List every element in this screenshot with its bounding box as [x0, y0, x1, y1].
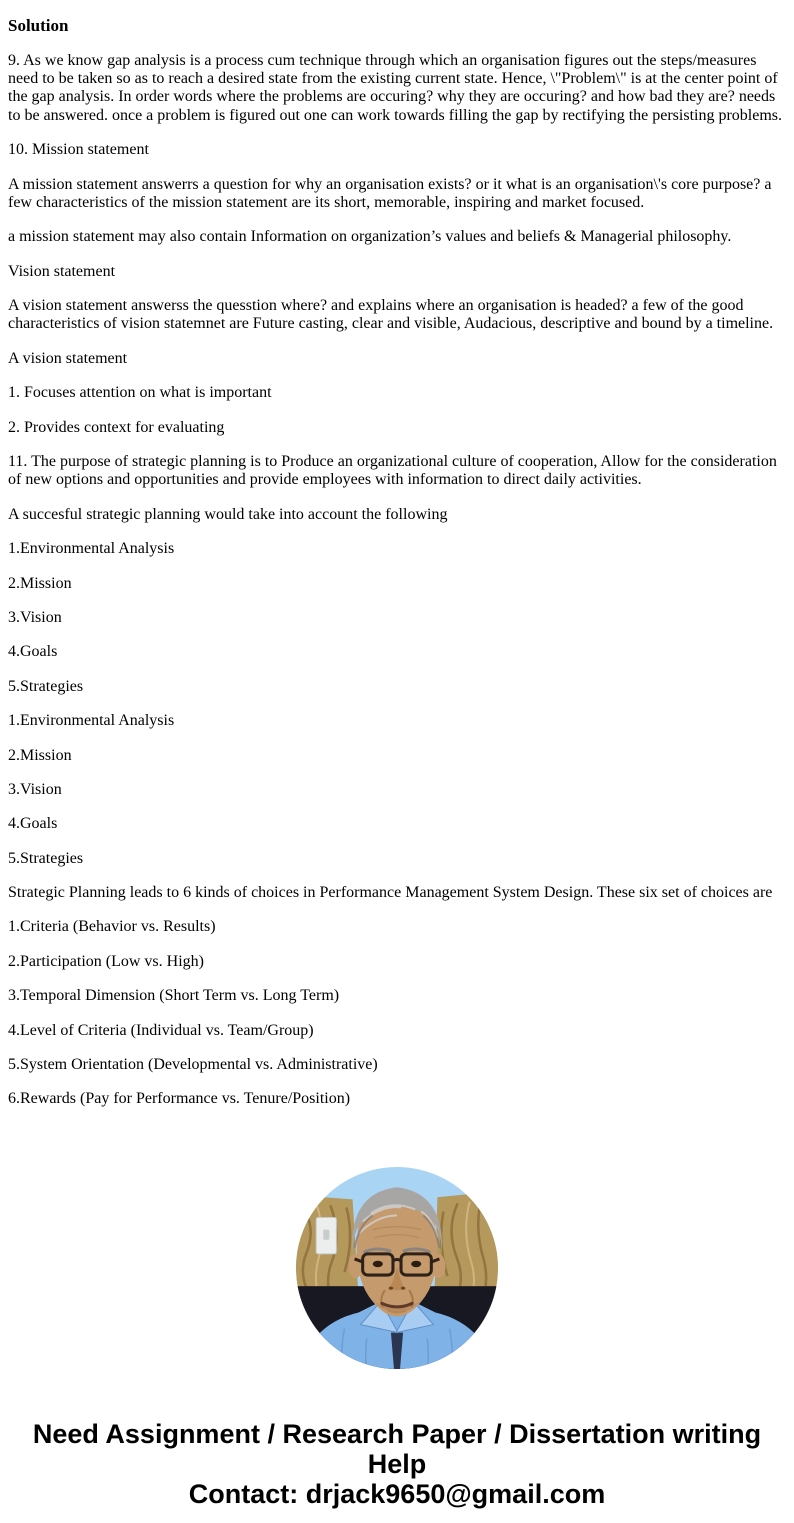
choice-item-orientation: 5.System Orientation (Developmental vs. Administrative) — [8, 1056, 378, 1074]
choice-item-criteria: 1.Criteria (Behavior vs. Results) — [8, 918, 216, 936]
list-item-strategies-1: 5.Strategies — [8, 677, 84, 695]
list-item-environmental-2: 1.Environmental Analysis — [8, 712, 175, 730]
paragraph-strategic-purpose: 11. The purpose of strategic planning is to Produce an organizational culture of cooperation, Allow for the consideration of new options and opportunities and provide employees with information to direct daily activities. — [8, 453, 777, 489]
help-banner — [22, 1419, 772, 1509]
list-item-vision-1: 3.Vision — [8, 608, 62, 626]
nostril-right — [401, 1287, 405, 1290]
paragraph-six-choices: Strategic Planning leads to 6 kinds of choices in Performance Management System Design. These six set of choices are — [8, 884, 773, 902]
list-item-environmental-1: 1.Environmental Analysis — [8, 540, 175, 558]
list-item-mission-1: 2.Mission — [8, 574, 72, 592]
eye-left — [373, 1261, 383, 1267]
list-item-goals-2: 4.Goals — [8, 815, 58, 833]
nostril-left — [389, 1287, 393, 1290]
paragraph-vision-subheading: A vision statement — [8, 349, 128, 367]
eye-right — [411, 1261, 421, 1267]
paragraph-vision-heading: Vision statement — [8, 262, 116, 280]
choice-item-level: 4.Level of Criteria (Individual vs. Team/Group) — [8, 1021, 314, 1039]
paragraph-vision-point-2: 2. Provides context for evaluating — [8, 418, 225, 436]
page-title: Solution — [8, 16, 69, 35]
choice-item-rewards: 6.Rewards (Pay for Performance vs. Tenure/Position) — [8, 1090, 351, 1108]
tutor-portrait-photo — [296, 1167, 498, 1369]
list-item-mission-2: 2.Mission — [8, 746, 72, 764]
contact-line: Contact: drjack9650@gmail.com — [188, 1478, 606, 1509]
help-heading: Need Assignment / Research Paper / Dissertation writing Help — [32, 1418, 762, 1479]
paragraph-gap-analysis: 9. As we know gap analysis is a process cum technique through which an organisation figures out the steps/measures need to be taken so as to reach a desired state from the existing current state. Hence, \"Problem\" is at the center point of the gap analysis. In order words where the problems are occuring? why they are occuring? and how bad they are? needs to be answered. once a problem is figured out one can work towards filling the gap by rectifying the persisting problems. — [8, 51, 783, 124]
light-switch — [316, 1217, 336, 1253]
portrait-illustration — [296, 1167, 498, 1369]
paragraph-mission-definition: A mission statement answerrs a question for why an organisation exists? or it what is an organisation\'s core purpose? a few characteristics of the mission statement are its short, memorable, inspiring and market focused. — [8, 175, 772, 211]
paragraph-successful-planning: A succesful strategic planning would take into account the following — [8, 505, 448, 523]
paragraph-mission-heading: 10. Mission statement — [8, 141, 149, 159]
list-item-goals-1: 4.Goals — [8, 643, 58, 661]
solution-document — [8, 16, 786, 1509]
list-item-strategies-2: 5.Strategies — [8, 849, 84, 867]
list-item-vision-2: 3.Vision — [8, 780, 62, 798]
choice-item-participation: 2.Participation (Low vs. High) — [8, 952, 204, 970]
paragraph-mission-extra: a mission statement may also contain Information on organization’s values and beliefs & Managerial philosophy. — [8, 228, 732, 246]
paragraph-vision-definition: A vision statement answerss the quesstion where? and explains where an organisation is headed? a few of the good characteristics of vision statemnet are Future casting, clear and visible, Audacious, descriptive and bound by a timeline. — [8, 297, 774, 333]
paragraph-vision-point-1: 1. Focuses attention on what is important — [8, 384, 272, 402]
choice-item-temporal: 3.Temporal Dimension (Short Term vs. Long Term) — [8, 987, 340, 1005]
